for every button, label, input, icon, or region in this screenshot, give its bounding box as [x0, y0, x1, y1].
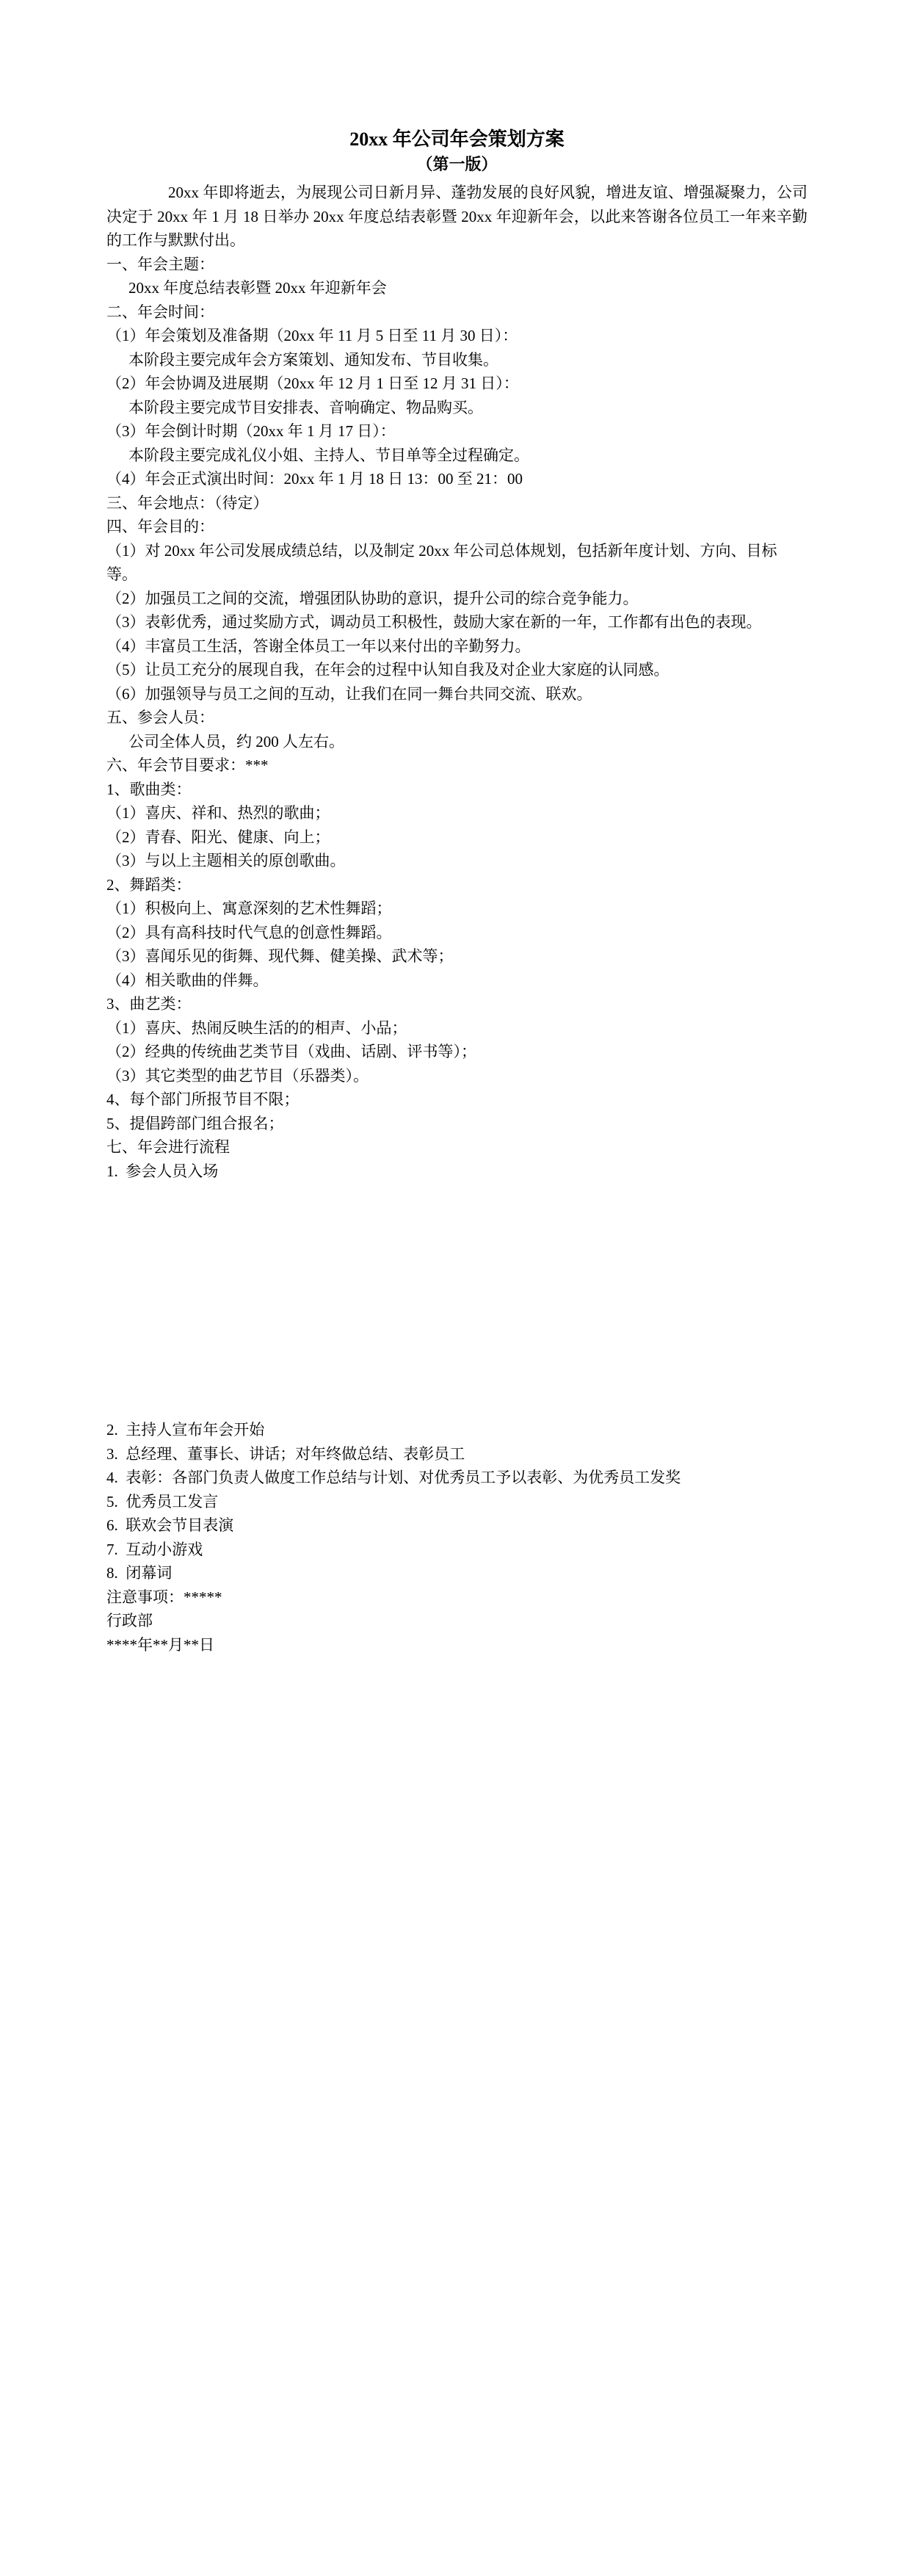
- doc-line: 注意事项：*****: [106, 1588, 222, 1606]
- doc-line: （3）表彰优秀，通过奖励方式，调动员工积极性，鼓励大家在新的一年，工作都有出色的表现。: [106, 613, 762, 631]
- doc-line: 三、年会地点：（待定）: [106, 493, 269, 512]
- doc-line: 六、年会节目要求：***: [106, 756, 269, 774]
- doc-line: 二、年会时间：: [106, 303, 214, 321]
- doc-line: （6）加强领导与员工之间的互动，让我们在同一舞台共同交流、联欢。: [106, 684, 592, 703]
- doc-line: 1. 参会人员入场: [106, 1162, 219, 1180]
- doc-line: 七、年会进行流程: [106, 1138, 230, 1156]
- doc-line: （2）年会协调及进展期（20xx 年 12 月 1 日至 12 月 31 日）：: [106, 375, 519, 392]
- doc-line: 本阶段主要完成礼仪小姐、主持人、节目单等全过程确定。: [128, 446, 529, 464]
- page-title: 20xx 年公司年会策划方案: [349, 129, 565, 150]
- doc-body-page2: [106, 1418, 807, 1657]
- doc-line: 行政部: [106, 1612, 153, 1629]
- doc-line: 5、提倡跨部门组合报名；: [106, 1114, 284, 1132]
- doc-line: 3、曲艺类：: [106, 995, 192, 1013]
- doc-line: 本阶段主要完成年会方案策划、通知发布、节目收集。: [128, 350, 498, 369]
- doc-line: 1、歌曲类：: [106, 780, 192, 798]
- doc-line: （2）青春、阳光、健康、向上；: [106, 828, 330, 846]
- doc-line: （1）年会策划及准备期（20xx 年 11 月 5 日至 11 月 30 日）：: [106, 327, 518, 344]
- doc-line: （1）喜庆、热闹反映生活的的相声、小品；: [106, 1019, 407, 1037]
- doc-line: 8. 闭幕词: [106, 1564, 173, 1582]
- doc-line: 一、年会主题：: [106, 255, 214, 273]
- doc-line: （2）经典的传统曲艺类节目（戏曲、话剧、评书等）；: [106, 1043, 476, 1060]
- doc-line: （4）丰富员工生活，答谢全体员工一年以来付出的辛勤努力。: [106, 637, 531, 655]
- doc-line: 20xx 年度总结表彰暨 20xx 年迎新年会: [128, 279, 387, 297]
- doc-body-page1: [106, 253, 807, 1184]
- doc-line: （1）对 20xx 年公司发展成绩总结，以及制定 20xx 年公司总体规划，包括新年度计划、方向、目标: [106, 541, 777, 560]
- doc-line: 本阶段主要完成节目安排表、音响确定、物品购买。: [128, 398, 483, 416]
- doc-line: 3. 总经理、董事长、讲话；对年终做总结、表彰员工: [106, 1444, 465, 1463]
- doc-line: 4、每个部门所报节目不限；: [106, 1090, 300, 1108]
- doc-line: 公司全体人员，约 200 人左右。: [128, 732, 344, 750]
- doc-line: （1）积极向上、寓意深刻的艺术性舞蹈；: [106, 900, 392, 917]
- doc-line: （3）年会倒计时期（20xx 年 1 月 17 日）：: [106, 422, 396, 440]
- doc-line: 2. 主持人宣布年会开始: [106, 1421, 265, 1439]
- doc-line: （4）年会正式演出时间：20xx 年 1 月 18 日 13：00 至 21：00: [106, 470, 523, 488]
- doc-line: ****年**月**日: [106, 1635, 214, 1654]
- doc-intro-paragraph: 20xx 年即将逝去，为展现公司日新月异、蓬勃发展的良好风貌，增进友谊、增强凝聚力，公司决定于 20xx 年 1 月 18 日举办 20xx 年度总结表彰暨 20xx 年迎新年会，以此来答谢各位员工一年来辛勤的工作与默默付出。: [106, 184, 807, 249]
- doc-line: 4. 表彰：各部门负责人做度工作总结与计划、对优秀员工予以表彰、为优秀员工发奖: [106, 1469, 681, 1486]
- doc-line: （4）相关歌曲的伴舞。: [106, 971, 269, 989]
- doc-line: （5）让员工充分的展现自我，在年会的过程中认知自我及对企业大家庭的认同感。: [106, 661, 669, 679]
- doc-subtitle: （第一版）: [416, 155, 498, 173]
- doc-line: 四、年会目的：: [106, 518, 214, 535]
- page-break-gap: [106, 1183, 807, 1418]
- doc-line: （2）具有高科技时代气息的创意性舞蹈。: [106, 923, 392, 941]
- doc-line: （3）其它类型的曲艺节目（乐器类）。: [106, 1066, 369, 1085]
- doc-line: 五、参会人员：: [106, 709, 214, 726]
- doc-line: （2）加强员工之间的交流，增强团队协助的意识，提升公司的综合竞争能力。: [106, 589, 639, 607]
- doc-line: 7. 互动小游戏: [106, 1540, 203, 1558]
- doc-line: （3）喜闻乐见的街舞、现代舞、健美操、武术等；: [106, 947, 454, 965]
- doc-line: 6. 联欢会节目表演: [106, 1516, 234, 1534]
- doc-line: 2、舞蹈类：: [106, 875, 192, 894]
- doc-line: （1）喜庆、祥和、热烈的歌曲；: [106, 804, 330, 822]
- doc-line: （3）与以上主题相关的原创歌曲。: [106, 852, 346, 869]
- doc-line: 等。: [106, 565, 137, 583]
- doc-line: 5. 优秀员工发言: [106, 1492, 219, 1510]
